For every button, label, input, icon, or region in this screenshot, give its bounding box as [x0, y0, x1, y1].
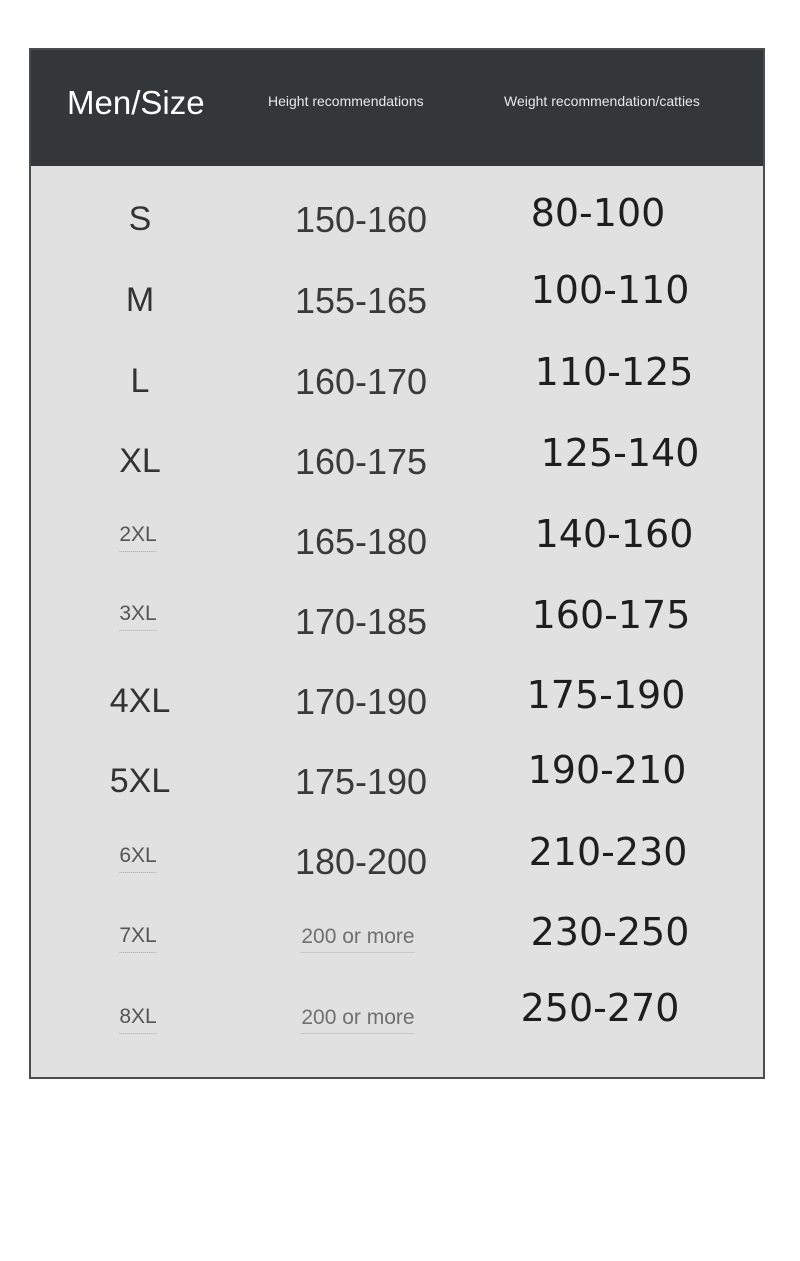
weight-cell: 100-110	[530, 268, 690, 312]
height-cell: 200 or more	[301, 1007, 414, 1034]
weight-cell: 190-210	[527, 748, 687, 792]
weight-cell: 250-270	[520, 986, 680, 1030]
height-cell: 160-175	[294, 441, 428, 482]
size-chart	[29, 48, 765, 1079]
weight-cell: 210-230	[528, 830, 688, 874]
weight-cell: 140-160	[534, 512, 694, 556]
weight-cell: 80-100	[530, 191, 666, 235]
height-cell: 155-165	[294, 280, 428, 321]
size-cell: 2XL	[119, 524, 156, 552]
height-cell: 150-160	[294, 199, 428, 240]
height-cell: 200 or more	[301, 926, 414, 953]
weight-cell: 110-125	[534, 350, 694, 394]
height-cell: 170-190	[294, 681, 428, 722]
size-cell: 8XL	[119, 1006, 156, 1034]
height-cell: 165-180	[294, 521, 428, 562]
weight-cell: 175-190	[526, 673, 686, 717]
weight-cell: 160-175	[531, 593, 691, 637]
size-cell: L	[130, 362, 150, 400]
weight-cell: 125-140	[540, 431, 700, 475]
size-cell: S	[128, 200, 152, 238]
height-cell: 180-200	[294, 841, 428, 882]
height-cell: 170-185	[294, 601, 428, 642]
weight-cell: 230-250	[530, 910, 690, 954]
height-column-header: Height recommendations	[268, 93, 424, 109]
size-cell: 3XL	[119, 603, 156, 631]
size-column-header: Men/Size	[67, 84, 205, 121]
size-cell: M	[125, 281, 155, 319]
table-header	[31, 50, 763, 166]
size-cell: 5XL	[109, 762, 171, 800]
size-cell: 7XL	[119, 925, 156, 953]
size-cell: 6XL	[119, 845, 156, 873]
height-cell: 160-170	[294, 361, 428, 402]
size-cell: 4XL	[109, 682, 171, 720]
size-cell: XL	[119, 442, 161, 480]
weight-column-header: Weight recommendation/catties	[504, 93, 700, 109]
height-cell: 175-190	[294, 761, 428, 802]
